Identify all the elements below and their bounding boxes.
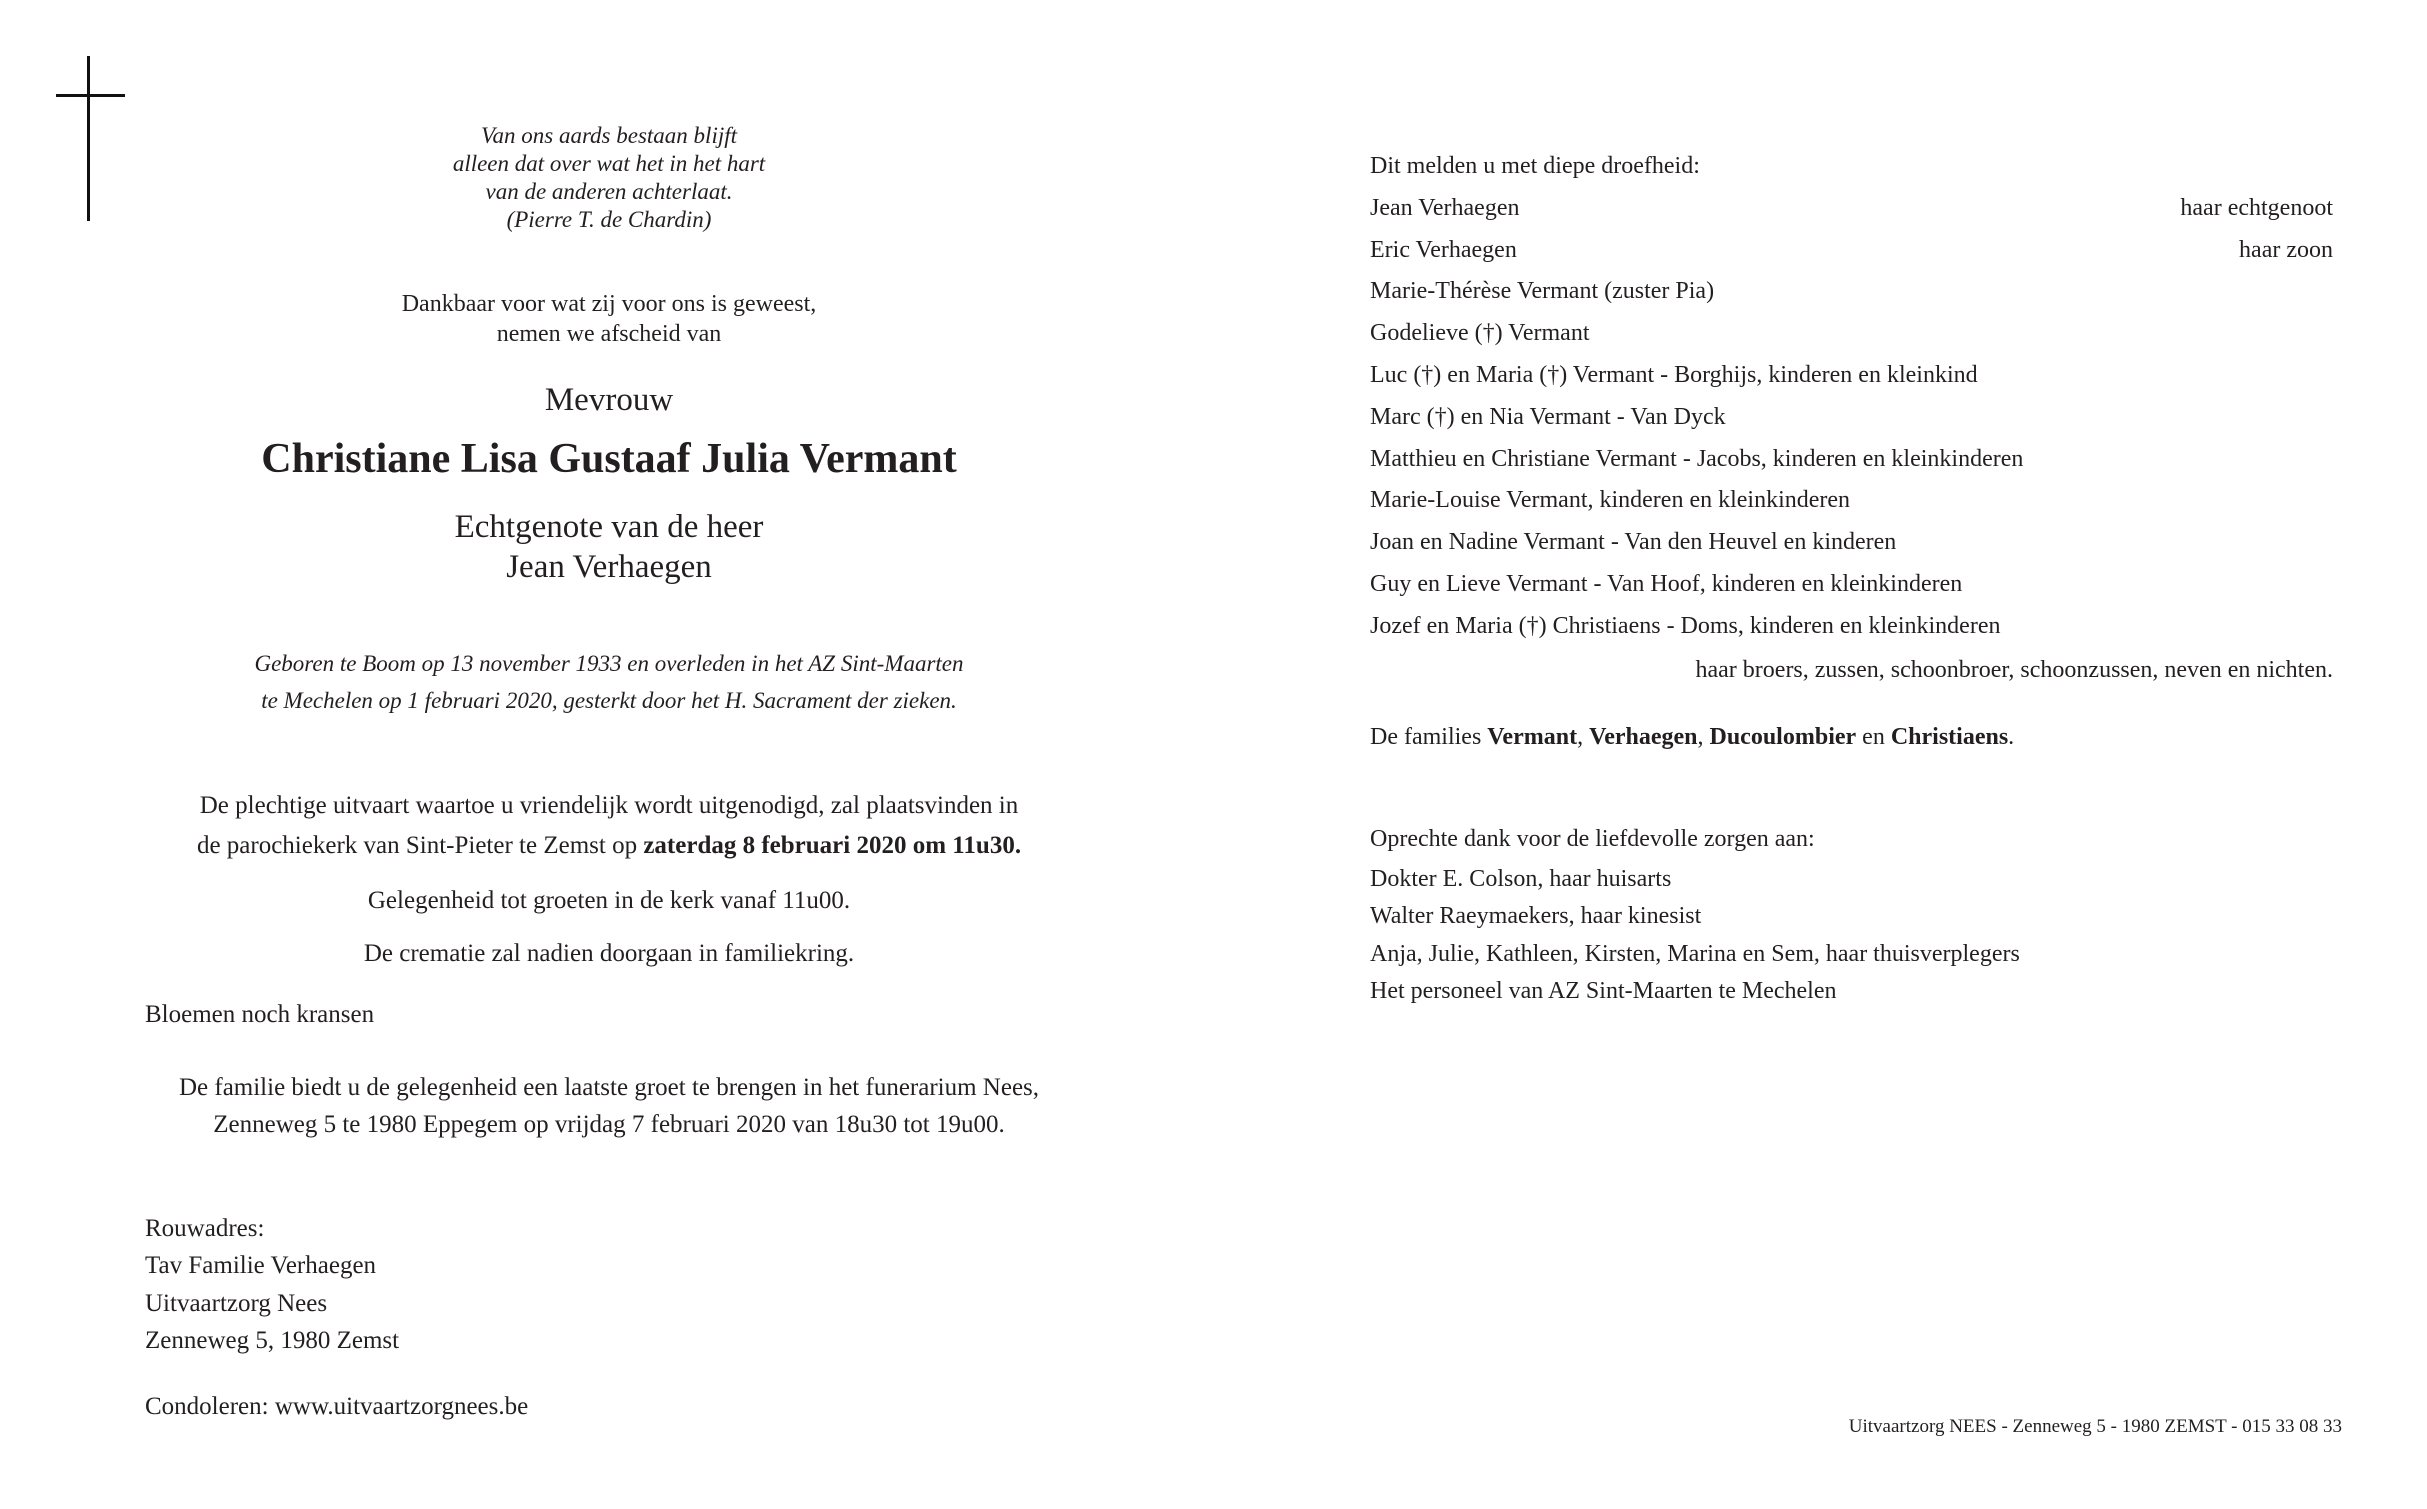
quote-line: (Pierre T. de Chardin) — [506, 207, 712, 232]
farewell-line: Zenneweg 5 te 1980 Eppegem op vrijdag 7 februari 2020 van 18u30 tot 19u00. — [213, 1111, 1005, 1138]
funeral-datetime: zaterdag 8 februari 2020 om 11u30. — [643, 832, 1022, 859]
families-separator: en — [1856, 724, 1891, 750]
birth-death-line: te Mechelen op 1 februari 2020, gesterkt door het H. Sacrament der zieken. — [261, 688, 957, 713]
family-member: Marc (†) en Nia Vermant - Van Dyck — [1370, 404, 1726, 430]
quote-line: Van ons aards bestaan blijft — [481, 123, 737, 148]
funeral-location: de parochiekerk van Sint-Pieter te Zemst op — [196, 832, 644, 859]
quote-line: alleen dat over wat het in het hart — [452, 151, 766, 176]
greeting-info: Gelegenheid tot groeten in de kerk vanaf 11u00. — [367, 887, 851, 914]
family-relation: haar zoon — [2239, 237, 2333, 263]
family-name: Verhaegen — [1589, 724, 1698, 750]
thanks-heading: Oprechte dank voor de liefdevolle zorgen aan: — [1370, 826, 1815, 852]
flowers-note: Bloemen noch kransen — [145, 1001, 375, 1028]
quote-line: van de anderen achterlaat. — [485, 179, 733, 204]
cremation-info: De crematie zal nadien doorgaan in familiekring. — [363, 940, 855, 967]
siblings-line: haar broers, zussen, schoonbroer, schoonzussen, neven en nichten. — [1695, 657, 2333, 683]
spouse-line: Echtgenote van de heer — [454, 509, 764, 545]
family-member: Matthieu en Christiane Vermant - Jacobs, kinderen en kleinkinderen — [1370, 446, 2024, 472]
birth-death-line: Geboren te Boom op 13 november 1933 en overleden in het AZ Sint-Maarten — [254, 651, 964, 676]
thanks-line: Dokter E. Colson, haar huisarts — [1370, 866, 1672, 892]
address-label: Rouwadres: — [145, 1215, 265, 1242]
families-line — [1370, 725, 2014, 749]
family-member: Jozef en Maria (†) Christiaens - Doms, kinderen en kleinkinderen — [1370, 613, 2001, 639]
address-line: Zenneweg 5, 1980 Zemst — [145, 1327, 400, 1354]
deceased-name: Christiane Lisa Gustaaf Julia Vermant — [261, 436, 957, 482]
family-relation: haar echtgenoot — [2180, 195, 2333, 221]
announcement-heading: Dit melden u met diepe droefheid: — [1370, 153, 1700, 179]
family-member: Godelieve (†) Vermant — [1370, 320, 1590, 346]
intro-line: nemen we afscheid van — [496, 321, 722, 347]
family-name: Ducoulombier — [1709, 724, 1857, 750]
funeral-line: De plechtige uitvaart waartoe u vriendelijk wordt uitgenodigd, zal plaatsvinden in — [199, 792, 1019, 819]
farewell-line: De familie biedt u de gelegenheid een laatste groet te brengen in het funerarium Nees, — [178, 1074, 1040, 1101]
address-line: Uitvaartzorg Nees — [145, 1290, 328, 1317]
cross-vertical-bar — [87, 56, 90, 221]
funeral-home-footer: Uitvaartzorg NEES - Zenneweg 5 - 1980 ZEMST - 015 33 08 33 — [1848, 1416, 2342, 1437]
cross-horizontal-bar — [56, 94, 125, 97]
family-name: Vermant — [1487, 724, 1578, 750]
spouse-name: Jean Verhaegen — [506, 549, 712, 585]
address-line: Tav Familie Verhaegen — [145, 1252, 377, 1279]
families-suffix: . — [2008, 724, 2015, 750]
families-separator: , — [1577, 724, 1590, 750]
families-prefix: De families — [1370, 724, 1488, 750]
condolences-link[interactable]: Condoleren: www.uitvaartzorgnees.be — [145, 1393, 529, 1420]
family-member: Eric Verhaegen — [1370, 237, 1517, 263]
family-member: Marie-Louise Vermant, kinderen en kleinkinderen — [1370, 487, 1851, 513]
family-member: Luc (†) en Maria (†) Vermant - Borghijs, kinderen en kleinkind — [1370, 362, 1978, 388]
families-separator: , — [1697, 724, 1710, 750]
thanks-line: Walter Raeymaekers, haar kinesist — [1370, 903, 1702, 929]
funeral-line — [145, 833, 1073, 858]
deceased-title: Mevrouw — [544, 382, 674, 418]
family-name: Christiaens — [1890, 724, 2009, 750]
family-member: Marie-Thérèse Vermant (zuster Pia) — [1370, 278, 1715, 304]
family-member: Guy en Lieve Vermant - Van Hoof, kinderen en kleinkinderen — [1370, 571, 1963, 597]
thanks-line: Anja, Julie, Kathleen, Kirsten, Marina en Sem, haar thuisverplegers — [1370, 941, 2020, 967]
family-member: Joan en Nadine Vermant - Van den Heuvel en kinderen — [1370, 529, 1897, 555]
thanks-line: Het personeel van AZ Sint-Maarten te Mechelen — [1370, 978, 1837, 1004]
intro-line: Dankbaar voor wat zij voor ons is geweest, — [401, 291, 817, 317]
family-member: Jean Verhaegen — [1370, 195, 1520, 221]
